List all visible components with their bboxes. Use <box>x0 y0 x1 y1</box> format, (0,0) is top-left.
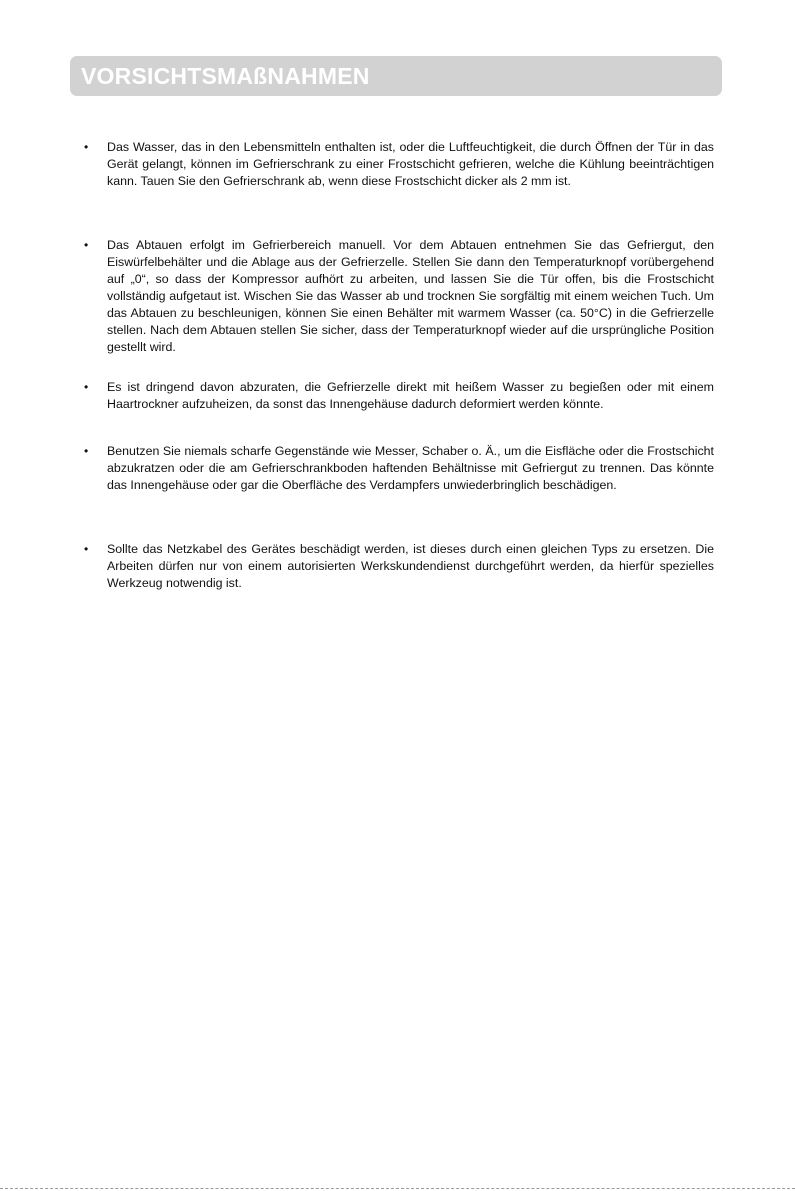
bullet-marker: • <box>84 380 89 394</box>
list-item-text: Sollte das Netzkabel des Gerätes beschädigt werden, ist dieses durch einen gleichen Typs zu ersetzen. Die Arbeiten dürfen nur von einem autorisierten Werkskundendienst durchgeführt werden, da hierfür spezielles Werkzeug notwendig ist. <box>107 542 714 590</box>
list-item-text: Das Wasser, das in den Lebensmitteln enthalten ist, oder die Luftfeuchtigkeit, die durch Öffnen der Tür in das Gerät gelangt, können im Gefrierschrank zu einer Frostschicht gefrieren, welche die Kühlung beeinträchtigen kann. Tauen Sie den Gefrierschrank ab, wenn diese Frostschicht dicker als 2 mm ist. <box>107 140 714 188</box>
bullet-marker: • <box>84 444 89 458</box>
list-item-text: Benutzen Sie niemals scharfe Gegenstände wie Messer, Schaber o. Ä., um die Eisfläche oder die Frostschicht abzukratzen oder die am Gefrierschrankboden haftenden Behältnisse mit Gefriergut zu trennen. Das könnte das Innengehäuse oder gar die Oberfläche des Verdampfers unwiederbringlich beschädigen. <box>107 444 714 492</box>
bullet-marker: • <box>84 238 89 252</box>
list-item-text: Das Abtauen erfolgt im Gefrierbereich manuell. Vor dem Abtauen entnehmen Sie das Gefriergut, den Eiswürfelbehälter und die Ablage aus der Gefrierzelle. Stellen Sie dann den Temperaturknopf vorübergehend auf „0“, so dass der Kompressor aufhört zu arbeiten, und lassen Sie die Tür offen, bis die Frostschicht vollständig aufgetaut ist. Wischen Sie das Wasser ab und trocknen Sie sorgfältig mit einem weichen Tuch. Um das Abtauen zu beschleunigen, können Sie einen Behälter mit warmem Wasser (ca. 50°C) in die Gefrierzelle stellen. Nach dem Abtauen stellen Sie sicher, dass der Temperaturknopf wieder auf die ursprüngliche Position gestellt wird. <box>107 238 714 354</box>
section-title: VORSICHTSMAßNAHMEN <box>81 63 370 89</box>
list-item-text: Es ist dringend davon abzuraten, die Gefrierzelle direkt mit heißem Wasser zu begießen oder mit einem Haartrockner aufzuheizen, da sonst das Innengehäuse dadurch deformiert werden könnte. <box>107 380 714 411</box>
bullet-marker: • <box>84 140 89 154</box>
section-header-bar <box>70 56 722 96</box>
page-bottom-rule <box>0 1188 795 1189</box>
bullet-marker: • <box>84 542 89 556</box>
